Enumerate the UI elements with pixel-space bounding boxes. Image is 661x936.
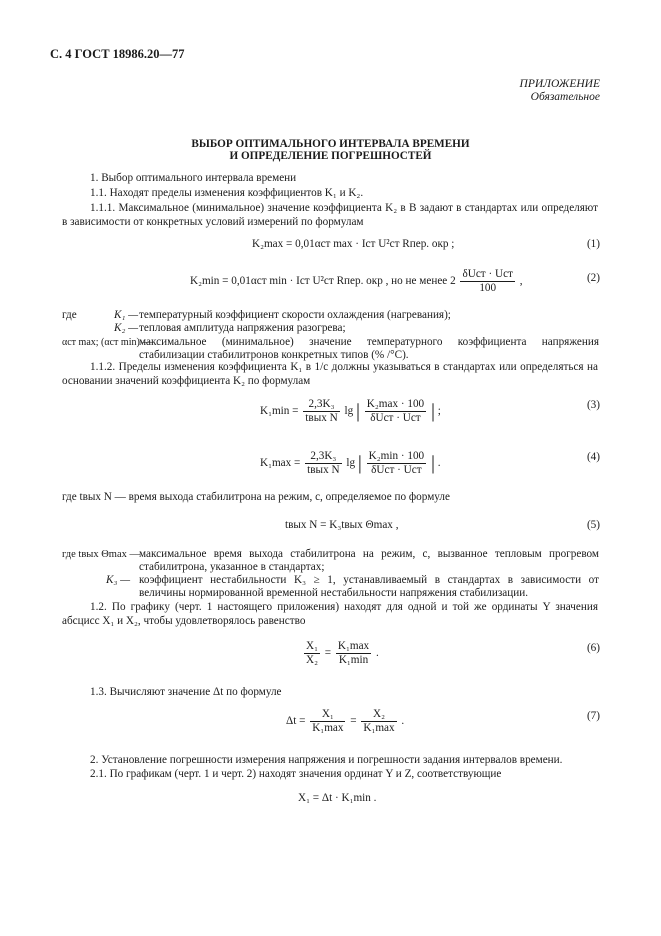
section-1-3: 1.3. Вычисляют значение Δt по формуле [90,686,282,698]
formula-2-number: (2) [586,272,600,284]
formula-7-ln: X₁ [321,708,334,720]
formula-3-number: (3) [586,399,600,411]
formula-6-rn: K₁max [337,640,370,652]
formula-4-den: tвых N [307,464,340,476]
section-2: 2. Установление погрешности измерения напряжения и погрешности задания интервалов времени. [90,754,563,766]
formula-7-frac-2 [361,708,396,735]
formula-2-left: K₂min = 0,01αст min · Iст U²ст Rпер. окр , но не менее 2 [190,275,456,288]
section-1-2: 1.2. По графику (черт. 1 настоящего приложения) находят для одной и той же ординаты Y значения абсцисс X₁ и X₂, чтобы удовлетворялось равенство [62,601,598,627]
formula-6-left [304,640,320,667]
term-k2-symbol: K₂ — [114,322,139,334]
formula-4-lg: lg [346,457,356,470]
formula-4: K₁max = $\frac{\text{2,3K₃}}{\text{tвых N}}$ lg | $\frac{\text{K₂min · 100}}{\text{δUст · Uст}}$ | . [260,450,441,476]
formula-6-ld: X₂ [306,654,318,666]
term-alpha-definition: максимальное (минимальное) значение температурного коэффициента напряжения стабилизации стабилитронов конкретных типов (% /°С). [139,336,599,361]
formula-3-inner-den: δUст · Uст [365,411,426,425]
formula-6-right [336,640,371,667]
term-k3-definition: коэффициент нестабильности K₃ ≥ 1, устанавливаемый в стандартах в зависимости от величины нормированной временной нестабильности напряжения стабилизации. [139,574,599,599]
formula-4-tail: . [437,457,441,470]
term-k1-definition: температурный коэффициент скорости охлаждения (нагревания); [139,309,451,321]
formula-3-den: tвых N [305,412,338,424]
appendix-subtitle: Обязательное [530,91,600,103]
formula-3-left: K₁min = [260,405,299,418]
term-alpha-symbol: αст max; (αст min) — [62,337,153,348]
term-k1-symbol: K₁ — [114,309,139,321]
section-1: 1. Выбор оптимального интервала времени [90,172,297,184]
formula-2-den: 100 [460,281,514,295]
formula-3-fraction [303,398,339,425]
page-header: С. 4 ГОСТ 18986.20—77 [50,47,185,61]
formula-2-fraction [460,268,514,295]
appendix-title: ПРИЛОЖЕНИЕ [519,78,600,90]
formula-7-left: Δt = [286,715,306,728]
formula-7-number: (7) [586,710,600,722]
title-line-1: ВЫБОР ОПТИМАЛЬНОГО ИНТЕРВАЛА ВРЕМЕНИ [191,138,470,150]
section-1-1: 1.1. Находят пределы изменения коэффициентов K₁ и K₂. [90,187,364,199]
formula-1-number: (1) [586,238,600,250]
formula-4-number: (4) [586,451,600,463]
term-k3-symbol: K₃ — [106,574,131,586]
formula-3: K₁min = $\frac{\text{2,3K₃}}{\text{tвых N}}$ lg | $\frac{\text{K₂max · 100}}{\text{δUст · Uст}}$ | ; [260,398,441,424]
formula-7-rd: K₁max [363,722,395,734]
formula-6-ln: X₁ [306,640,318,652]
formula-6-number: (6) [586,642,600,654]
formula-3-tail: ; [437,405,441,418]
formula-3-inner-num: K₂max · 100 [366,398,425,410]
tvyx-definition: где tвых N — время выхода стабилитрона на режим, с, определяемое по формуле [62,491,450,503]
formula-8: X₁ = Δt · K₁min . [298,792,377,804]
formula-7: Δt = $\frac{\text{X₁}}{\text{K₁max}}$ = $\frac{\text{X₂}}{\text{K₁max}}$ . [286,708,405,734]
formula-2 [190,268,523,295]
formula-1: K₂max = 0,01αст max · Iст U²ст Rпер. окр ; [252,238,455,250]
formula-7-rn: X₂ [373,708,385,720]
section-1-1-1: 1.1.1. Максимальное (минимальное) значение коэффициента K₂ в В задают в стандартах или определяют в зависимости от конкретных условий измерений по формулам [62,202,598,228]
section-1-1-2: 1.1.2. Пределы изменения коэффициента K₁ в 1/с должны указываться в стандартах или определяться на основании значений коэффициента K₂ по формулам [62,361,598,387]
formula-6-tail: . [375,647,379,660]
formula-3-lg: lg [344,405,354,418]
term-tvyx-theta-definition: максимальное время выхода стабилитрона на режим, с, вызванное тепловым прогревом стабилитрона, указанное в стандартах; [139,548,599,573]
formula-2-num: δUст · Uст [462,268,513,280]
term-tvyx-theta-symbol: где tвых Θmax — [62,549,141,560]
formula-7-tail: . [401,715,405,728]
formula-4-inner-num: K₂min · 100 [368,450,425,462]
formula-5-number: (5) [586,519,600,531]
formula-7-frac-1 [310,708,345,735]
formula-2-tail: , [519,275,523,288]
formula-5: tвых N = K₃tвых Θmax , [285,519,399,531]
formula-3-inner [365,398,426,425]
term-k2-definition: тепловая амплитуда напряжения разогрева; [139,322,346,334]
formula-4-inner [367,450,426,477]
formula-4-fraction [305,450,341,477]
title-line-2: И ОПРЕДЕЛЕНИЕ ПОГРЕШНОСТЕЙ [229,150,432,162]
formula-4-num: 2,3K₃ [310,450,337,462]
where-label: где [62,309,77,321]
section-2-1: 2.1. По графикам (черт. 1 и черт. 2) находят значения ординат Y и Z, соответствующие [90,768,502,780]
formula-6-rd: K₁min [336,653,371,667]
formula-7-ld: K₁max [312,722,344,734]
document-title [0,138,661,162]
formula-3-num: 2,3K₃ [308,398,335,410]
formula-6: $\frac{\text{X₁}}{\text{X₂}}$ = $\frac{\text{K₁max}}{\text{K₁min}}$ . [306,640,379,666]
formula-4-inner-den: δUст · Uст [367,463,426,477]
appendix-label [520,78,600,104]
formula-4-left: K₁max = [260,457,301,470]
